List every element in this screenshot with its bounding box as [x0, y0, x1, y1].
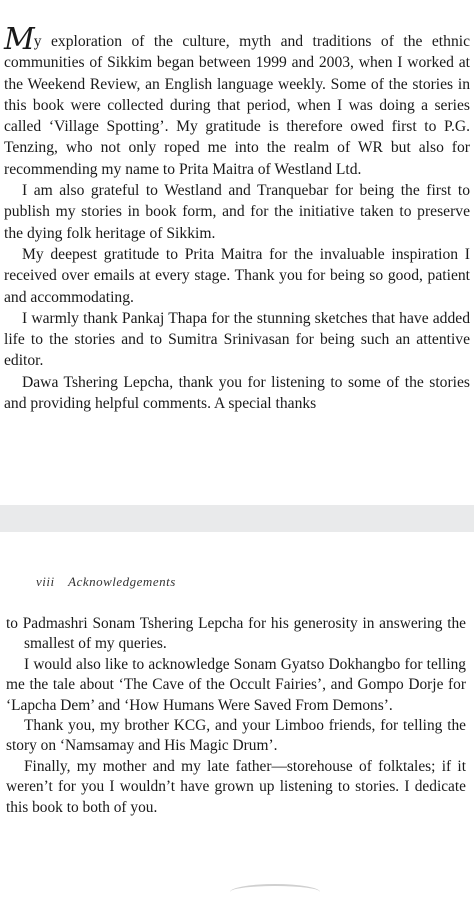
page-gap [0, 505, 474, 532]
top-page-body [4, 22, 470, 414]
drop-cap: M [4, 22, 33, 57]
running-head [36, 574, 176, 590]
paragraph-8: Thank you, my brother KCG, and your Limboo friends, for telling the story on ‘Namsamay and His Magic Drum’. [6, 717, 466, 755]
paragraph-1-text: y exploration of the culture, myth and traditions of the ethnic communities of Sikkim began between 1999 and 2003, when I worked at the Weekend Review, an English language weekly. Some of the stories in this book were collected during that period, when I was doing a series called ‘Village Spotting’. My gratitude is therefore owed first to P.G. Tenzing, who not only roped me into the realm of WR but also for recommending my name to Prita Maitra of Westland Ltd. [4, 33, 470, 178]
paragraph-6: to Padmashri Sonam Tshering Lepcha for his generosity in answering the smallest of my queries. [6, 615, 466, 653]
paragraph-3: My deepest gratitude to Prita Maitra for the invaluable inspiration I received over emails at every stage. Thank you for being so good, patient and accommodating. [4, 245, 470, 306]
paragraph-2: I am also grateful to Westland and Tranquebar for being the first to publish my stories in book form, and for the initiative taken to preserve the dying folk heritage of Sikkim. [4, 182, 470, 242]
paragraph-9: Finally, my mother and my late father—storehouse of folktales; if it weren’t for you I wouldn’t have grown up listening to stories. I dedicate this book to both of you. [6, 757, 466, 816]
paragraph-4: I warmly thank Pankaj Thapa for the stunning sketches that have added life to the stories and to Sumitra Srinivasan for being such an attentive editor. [4, 309, 470, 370]
running-head-title: Acknowledgements [68, 574, 176, 589]
paragraph-5: Dawa Tshering Lepcha, thank you for listening to some of the stories and providing helpful comments. A special thanks [4, 373, 470, 413]
next-page-edge [230, 884, 320, 900]
paragraph-7: I would also like to acknowledge Sonam Gyatso Dokhangbo for telling me the tale about ‘The Cave of the Occult Fairies’, and Gompo Dorje for ‘Lapcha Dem’ and ‘How Humans Were Saved From Demons’. [6, 655, 466, 714]
paragraph-1 [4, 22, 470, 180]
page-number: viii [36, 574, 55, 589]
bottom-page-body [6, 614, 466, 818]
